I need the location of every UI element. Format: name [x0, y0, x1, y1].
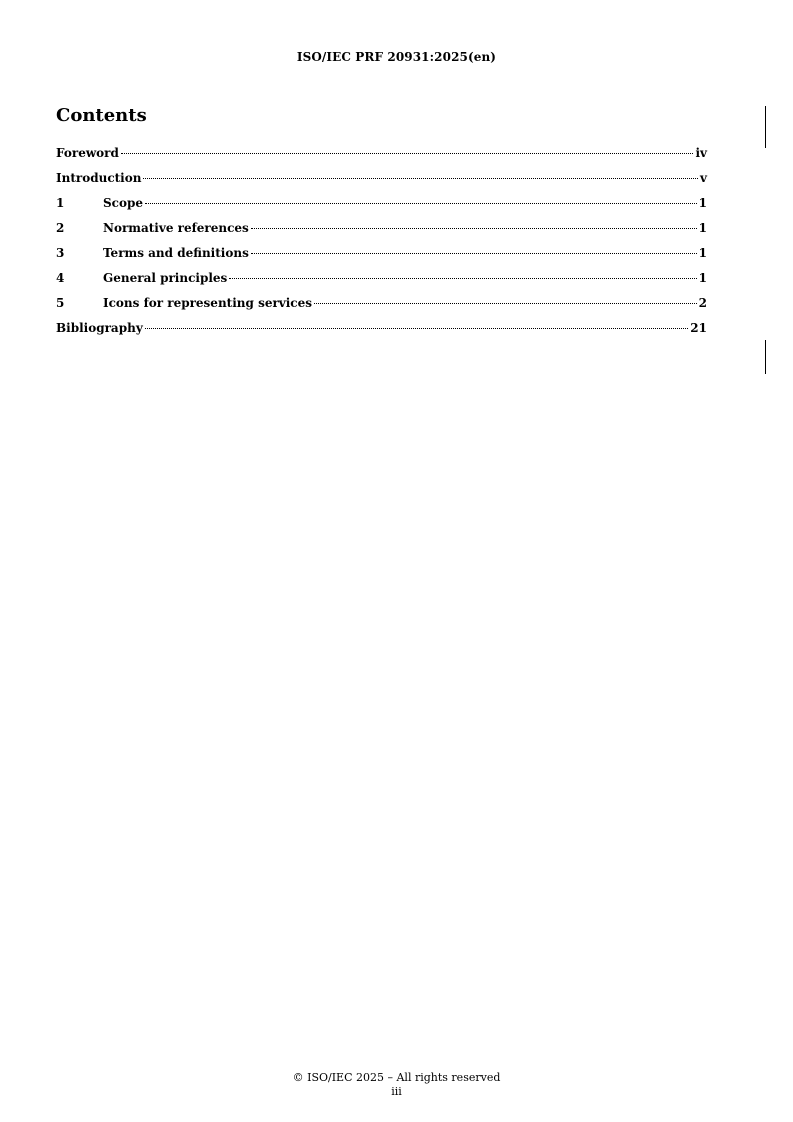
toc-leader-dots — [251, 228, 697, 229]
toc-entry-label: Introduction — [56, 171, 142, 185]
toc-entry-general-principles[interactable] — [56, 271, 707, 296]
toc-entry-foreword[interactable] — [56, 146, 707, 171]
toc-entry-label: Icons for representing services — [103, 296, 313, 310]
toc-page-number: 2 — [698, 296, 707, 310]
toc-leader-dots — [143, 178, 698, 179]
toc-entry-terms-and-definitions[interactable] — [56, 246, 707, 271]
toc-entry-label: Foreword — [56, 146, 119, 160]
toc-entry-icons-for-representing-services[interactable] — [56, 296, 707, 321]
toc-section-number: 4 — [56, 271, 65, 285]
toc-entry-bibliography[interactable] — [56, 321, 707, 346]
toc-section-number: 5 — [56, 296, 65, 310]
toc-leader-dots — [145, 203, 697, 204]
toc-page-number: 1 — [698, 196, 707, 210]
contents-title: Contents — [56, 105, 147, 126]
document-id-header: ISO/IEC PRF 20931:2025(en) — [296, 50, 497, 64]
toc-section-number: 2 — [56, 221, 65, 235]
toc-section-number: 1 — [56, 196, 65, 210]
toc-leader-dots — [251, 253, 697, 254]
toc-entry-introduction[interactable] — [56, 171, 707, 196]
toc-leader-dots — [121, 153, 694, 154]
change-bar — [765, 106, 766, 148]
copyright-notice: © ISO/IEC 2025 – All rights reserved — [292, 1071, 501, 1084]
toc-entry-label: Terms and definitions — [103, 246, 249, 260]
toc-page-number: 1 — [698, 221, 707, 235]
toc-page-number: v — [700, 171, 707, 185]
toc-page-number: iv — [695, 146, 707, 160]
toc-entry-label: General principles — [103, 271, 228, 285]
toc-page-number: 1 — [698, 271, 707, 285]
table-of-contents — [56, 146, 707, 346]
toc-section-number: 3 — [56, 246, 65, 260]
toc-entry-scope[interactable] — [56, 196, 707, 221]
toc-entry-label: Scope — [103, 196, 144, 210]
toc-page-number: 1 — [698, 246, 707, 260]
change-bar — [765, 340, 766, 374]
toc-entry-label: Normative references — [103, 221, 249, 235]
toc-leader-dots — [314, 303, 697, 304]
page-number: iii — [391, 1085, 402, 1098]
page-footer — [0, 1071, 793, 1099]
toc-entry-label: Bibliography — [56, 321, 143, 335]
toc-leader-dots — [229, 278, 696, 279]
toc-entry-normative-references[interactable] — [56, 221, 707, 246]
toc-leader-dots — [145, 328, 689, 329]
toc-page-number: 21 — [690, 321, 707, 335]
